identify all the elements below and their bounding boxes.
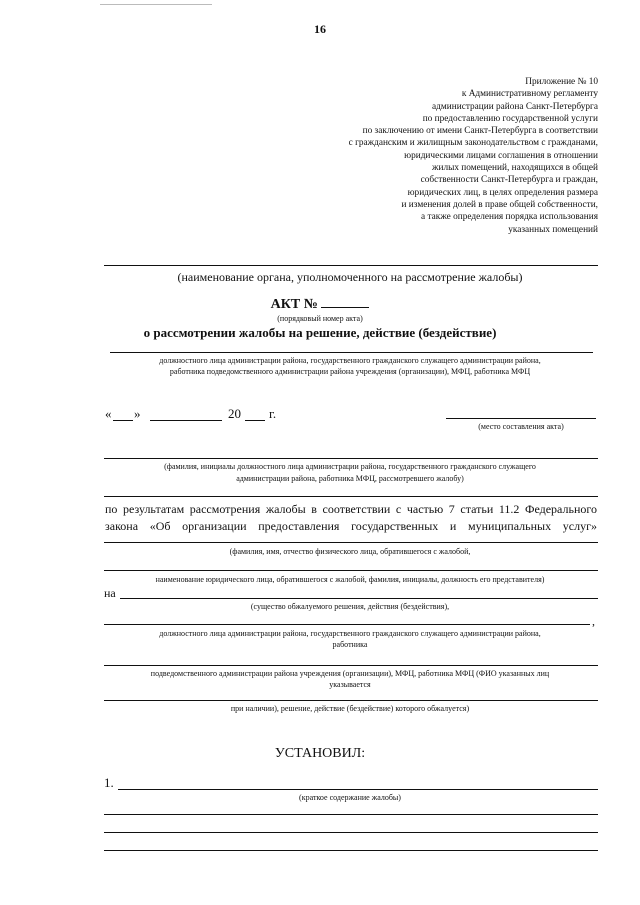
date-close-quote: » bbox=[134, 406, 141, 421]
basis-line-1: по результатам рассмотрения жалобы в соответствии с частью 7 статьи 11.2 Федерального bbox=[105, 502, 597, 516]
reviewer-caption-1: (фамилия, инициалы должностного лица администрации района, государственного гражданского служащего bbox=[164, 462, 536, 471]
essence-line-2[interactable] bbox=[104, 624, 590, 625]
essence-line[interactable] bbox=[120, 598, 598, 599]
date-year-field[interactable] bbox=[245, 420, 265, 421]
page-number: 16 bbox=[314, 22, 326, 36]
official-caption-3: должностного лица администрации района, государственного гражданского служащего администрации района, bbox=[159, 629, 541, 638]
official-line-2[interactable] bbox=[104, 665, 598, 666]
item-number: 1. bbox=[104, 775, 114, 790]
act-title bbox=[0, 297, 640, 313]
appendix-block bbox=[349, 76, 598, 236]
official-caption-1: должностного лица администрации района, государственного гражданского служащего администрации района, bbox=[159, 356, 541, 365]
complaint-line[interactable] bbox=[118, 789, 598, 790]
official-caption-6: указывается bbox=[329, 680, 371, 689]
date-day-field[interactable] bbox=[113, 420, 133, 421]
date-year-suffix: г. bbox=[269, 406, 277, 421]
act-heading: о рассмотрении жалобы на решение, действие (бездействие) bbox=[143, 325, 497, 340]
complaint-line-3[interactable] bbox=[104, 832, 598, 833]
person-caption: (фамилия, имя, отчество физического лица, обратившегося с жалобой, bbox=[229, 547, 471, 556]
official-caption-5: подведомственного администрации района учреждения (организации), МФЦ, работника МФЦ (ФИО указанных лиц bbox=[150, 669, 550, 678]
reviewer-extra-line bbox=[104, 496, 598, 497]
act-title-text: АКТ № bbox=[270, 297, 318, 312]
official-caption-4: работника bbox=[332, 640, 368, 649]
place-field[interactable] bbox=[446, 418, 596, 419]
appendix-line: по заключению от имени Санкт-Петербурга в соответствии bbox=[362, 126, 598, 137]
appendix-line: и изменения долей в праве общей собственности, bbox=[401, 199, 598, 210]
appendix-line: администрации района Санкт-Петербурга bbox=[432, 101, 598, 112]
official-caption-7: при наличии), решение, действие (бездействие) которого обжалуется) bbox=[230, 704, 470, 713]
act-number-caption: (порядковый номер акта) bbox=[277, 314, 363, 323]
essence-comma: , bbox=[592, 614, 595, 628]
on-label: на bbox=[104, 586, 116, 600]
basis-line-2: закона «Об организации предоставления государственных и муниципальных услуг» bbox=[105, 519, 597, 533]
reviewer-name-line[interactable] bbox=[104, 458, 598, 459]
appendix-line: к Административному регламенту bbox=[461, 89, 598, 100]
complaint-caption: (краткое содержание жалобы) bbox=[299, 793, 401, 802]
complainant-line-2[interactable] bbox=[104, 570, 598, 571]
official-line-3[interactable] bbox=[104, 700, 598, 701]
essence-caption: (существо обжалуемого решения, действия (бездействия), bbox=[250, 602, 450, 611]
date-month-field[interactable] bbox=[150, 420, 222, 421]
official-name-line[interactable] bbox=[110, 352, 593, 353]
date-year-prefix: 20 bbox=[228, 406, 241, 421]
appendix-line: юридических лиц, в целях определения размера bbox=[407, 187, 598, 198]
complaint-line-4[interactable] bbox=[104, 850, 598, 851]
legal-caption: наименование юридического лица, обратившегося с жалобой, фамилия, инициалы, должность его представителя) bbox=[155, 575, 545, 584]
established-heading: УСТАНОВИЛ: bbox=[274, 746, 366, 761]
complainant-line[interactable] bbox=[104, 542, 598, 543]
place-caption: (место составления акта) bbox=[478, 422, 564, 431]
appendix-line: по предоставлению государственной услуги bbox=[422, 113, 598, 124]
appendix-line: с гражданским и жилищным законодательством с гражданами, bbox=[348, 138, 598, 149]
organ-caption: (наименование органа, уполномоченного на рассмотрение жалобы) bbox=[177, 270, 523, 284]
scan-artifact bbox=[100, 4, 212, 5]
appendix-line: собственности Санкт-Петербурга и граждан, bbox=[420, 175, 598, 186]
appendix-line: указанных помещений bbox=[508, 224, 598, 235]
complaint-line-2[interactable] bbox=[104, 814, 598, 815]
appendix-line: Приложение № 10 bbox=[525, 77, 598, 87]
official-caption-2: работника подведомственного администрации района учреждения (организации), МФЦ, работника МФЦ bbox=[169, 367, 531, 376]
reviewer-caption-2: администрации района, работника МФЦ, рассмотревшего жалобу) bbox=[236, 474, 464, 483]
organ-name-line bbox=[104, 265, 598, 266]
date-open-quote: « bbox=[105, 406, 112, 421]
appendix-line: юридическими лицами соглашения в отношении bbox=[404, 150, 598, 161]
appendix-line: а также определения порядка использования bbox=[421, 212, 598, 223]
appendix-line: жилых помещений, находящихся в общей bbox=[432, 163, 598, 174]
act-number-field[interactable] bbox=[321, 297, 369, 308]
